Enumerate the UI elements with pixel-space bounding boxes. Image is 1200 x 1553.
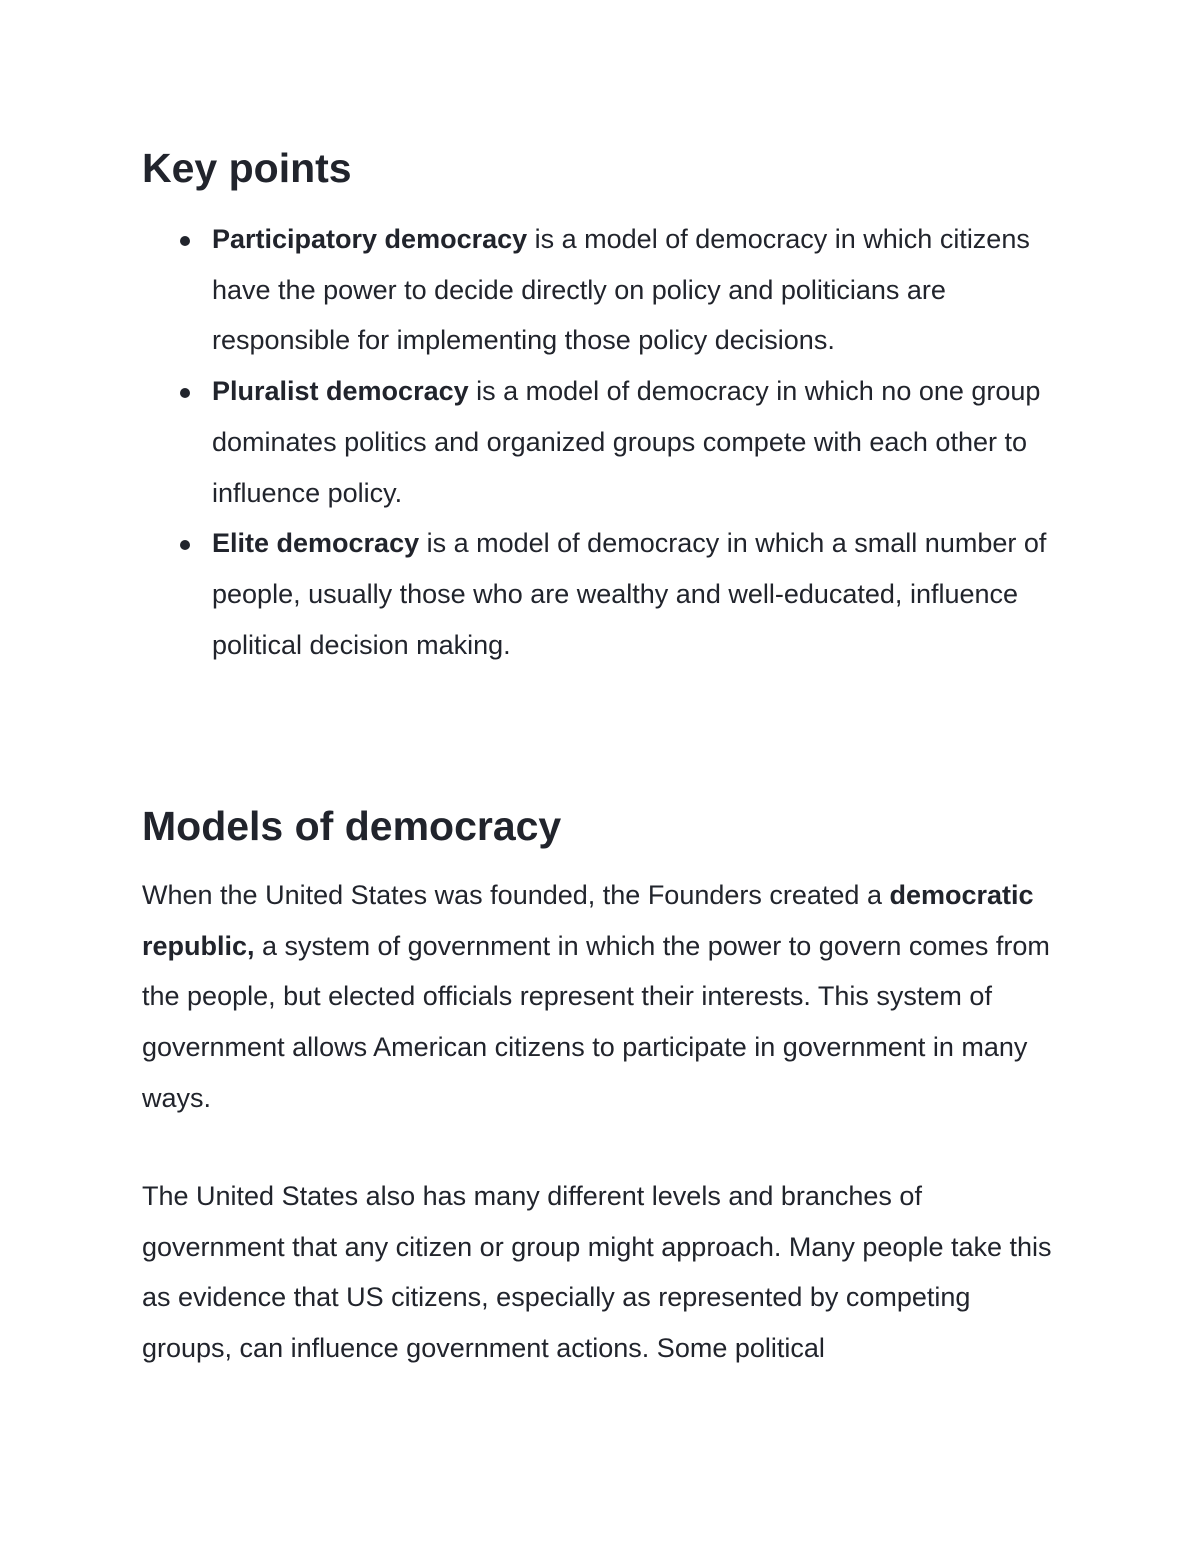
key-point-term: Pluralist democracy	[212, 376, 469, 407]
key-point-text: is a model of democracy in which citizens have the power to decide directly on policy and politicians are responsible for implementing those policy decisions.	[212, 224, 1030, 356]
key-points-heading: Key points	[142, 145, 352, 191]
models-heading: Models of democracy	[142, 803, 562, 849]
paragraph-term: democratic republic,	[142, 880, 1034, 961]
key-point-participatory	[142, 214, 1052, 366]
paragraph-text: a system of government in which the power to govern comes from the people, but elected officials represent their interests. This system of government allows American citizens to participate in government in many ways.	[142, 930, 1050, 1113]
bullet-icon	[180, 540, 190, 550]
key-point-term: Elite democracy	[212, 528, 420, 559]
key-point-text: is a model of democracy in which a small number of people, usually those who are wealthy and well-educated, influence political decision making.	[212, 528, 1047, 660]
key-point-term: Participatory democracy	[212, 224, 528, 254]
key-point-pluralist	[142, 366, 1052, 518]
models-paragraph-2: The United States also has many different levels and branches of government that any citizen or group might approach. Many people take this as evidence that US citizens, especially as represented by competing groups, can influence government actions. Some political	[142, 1181, 1052, 1364]
bullet-icon	[180, 236, 190, 246]
key-point-text: is a model of democracy in which no one group dominates politics and organized groups compete with each other to influence policy.	[212, 376, 1041, 508]
paragraph-text: When the United States was founded, the Founders created a	[142, 880, 890, 910]
key-points-list	[142, 214, 1052, 670]
key-point-elite	[142, 518, 1052, 670]
models-paragraph-1	[142, 870, 1052, 1124]
bullet-icon	[180, 388, 190, 398]
